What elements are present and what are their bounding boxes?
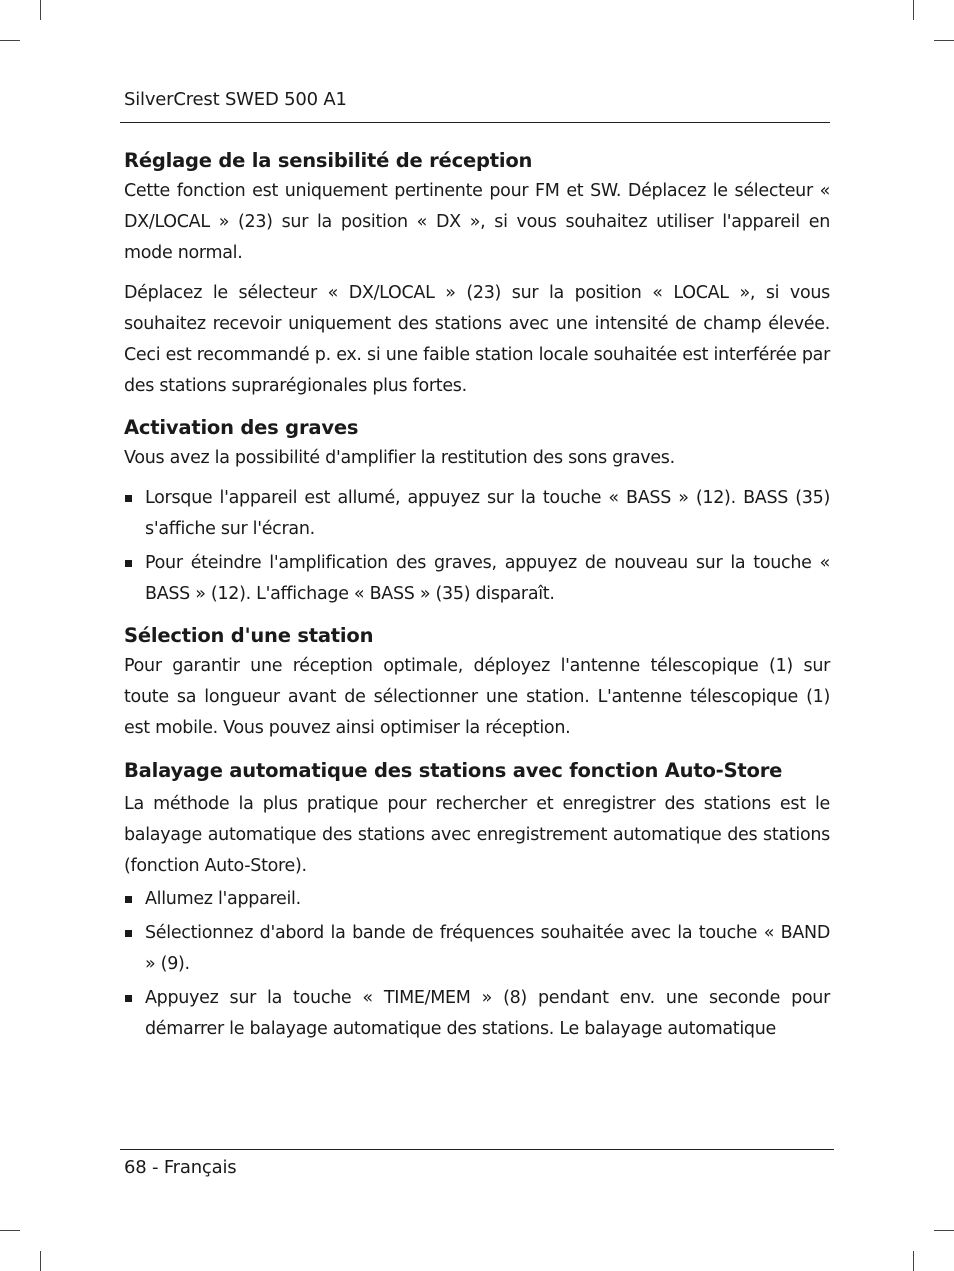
list-item-text: Appuyez sur la touche « TIME/MEM » (8) pendant env. une seconde pour démarrer le balayage automatique des stations. Le balayage automatique xyxy=(145,988,830,1039)
list-item xyxy=(124,983,830,1045)
square-bullet-icon xyxy=(125,560,132,567)
crop-mark xyxy=(913,0,914,20)
section-heading: Activation des graves xyxy=(124,416,359,439)
header-rule xyxy=(120,122,830,123)
bullet-list xyxy=(124,884,830,1045)
list-item xyxy=(124,548,830,610)
square-bullet-icon xyxy=(125,495,132,502)
list-item-text: Sélectionnez d'abord la bande de fréquences souhaitée avec la touche « BAND » (9). xyxy=(145,923,830,974)
crop-mark xyxy=(934,40,954,41)
list-item xyxy=(124,884,830,915)
list-item-text: Allumez l'appareil. xyxy=(145,889,301,909)
page-content xyxy=(124,146,830,1045)
section-sensitivity xyxy=(124,146,830,402)
crop-mark xyxy=(40,0,41,20)
section-heading: Réglage de la sensibilité de réception xyxy=(124,149,533,172)
page-number: 68 - Français xyxy=(124,1157,237,1178)
list-item xyxy=(124,483,830,545)
paragraph: Pour garantir une réception optimale, déployez l'antenne télescopique (1) sur toute sa longueur avant de sélectionner une station. L'antenne télescopique (1) est mobile. Vous pouvez ainsi optimiser la réception. xyxy=(124,656,830,738)
bullet-list xyxy=(124,483,830,610)
section-bass xyxy=(124,413,830,610)
list-item-text: Pour éteindre l'amplification des graves, appuyez de nouveau sur la touche « BASS » (12). L'affichage « BASS » (35) disparaît. xyxy=(145,553,830,604)
crop-mark xyxy=(40,1251,41,1271)
square-bullet-icon xyxy=(125,995,132,1002)
section-auto-store xyxy=(124,753,830,1045)
section-heading: Sélection d'une station xyxy=(124,624,374,647)
list-item-text: Lorsque l'appareil est allumé, appuyez sur la touche « BASS » (12). BASS (35) s'affiche sur l'écran. xyxy=(145,488,830,539)
page-header xyxy=(124,88,830,112)
crop-mark xyxy=(913,1251,914,1271)
crop-mark xyxy=(934,1230,954,1231)
paragraph: Déplacez le sélecteur « DX/LOCAL » (23) sur la position « LOCAL », si vous souhaitez recevoir uniquement des stations avec une intensité de champ élevée. Ceci est recommandé p. ex. si une faible station locale souhaitée est interférée par des stations suprarégionales plus fortes. xyxy=(124,283,830,396)
square-bullet-icon xyxy=(125,896,132,903)
footer-rule xyxy=(120,1149,834,1150)
section-heading: Balayage automatique des stations avec fonction Auto-Store xyxy=(124,759,783,782)
paragraph: La méthode la plus pratique pour rechercher et enregistrer des stations est le balayage automatique des stations avec enregistrement automatique des stations (fonction Auto-Store). xyxy=(124,794,830,876)
crop-mark xyxy=(0,1230,20,1231)
paragraph: Cette fonction est uniquement pertinente pour FM et SW. Déplacez le sélecteur « DX/LOCAL » (23) sur la position « DX », si vous souhaitez utiliser l'appareil en mode normal. xyxy=(124,181,830,263)
page-footer xyxy=(124,1156,236,1180)
section-station-selection xyxy=(124,621,830,744)
paragraph: Vous avez la possibilité d'amplifier la restitution des sons graves. xyxy=(124,448,675,468)
document-title: SilverCrest SWED 500 A1 xyxy=(124,89,347,110)
square-bullet-icon xyxy=(125,930,132,937)
list-item xyxy=(124,918,830,980)
crop-mark xyxy=(0,40,20,41)
